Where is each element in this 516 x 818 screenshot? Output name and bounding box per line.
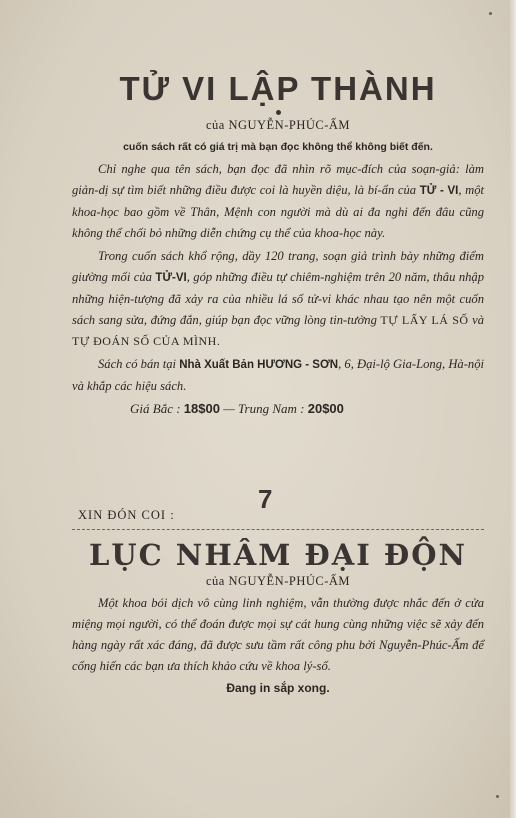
page-edge (510, 0, 516, 818)
emphasis: TỬ-VI (155, 272, 187, 284)
book1-section (72, 70, 484, 417)
publisher-name: Nhà Xuất Bản HƯƠNG - SƠN (179, 359, 339, 371)
book1-paragraph-2 (72, 246, 484, 352)
price-value: 18$00 (183, 401, 220, 416)
price-value: 20$00 (307, 401, 344, 416)
book1-tagline: cuốn sách rất có giá trị mà bạn đọc không thể không biết đến. (123, 141, 433, 153)
emphasis: TỰ ĐOÁN SỐ CỦA MÌNH. (72, 334, 221, 348)
emphasis: TỰ LẤY LÁ SỐ (380, 313, 469, 327)
book1-price (72, 401, 484, 417)
paper-speck (489, 12, 492, 15)
book2-status: Đang in sắp xong. (226, 681, 330, 695)
text: Trong cuốn sách khổ rộng, dầy 120 trang, soạn giả trình bày những điểm giường mối của (72, 249, 484, 284)
book1-title: TỬ VI LẬP THÀNH (119, 70, 437, 107)
book2-title: LỤC NHÂM ĐẠI ĐỘN (88, 538, 468, 572)
price-label: Giá Bắc : (130, 401, 184, 416)
book1-author: của NGUYỄN-PHÚC-ẤM (205, 118, 351, 132)
book1-paragraph-1 (72, 159, 484, 244)
price-separator: — (219, 401, 239, 416)
book2-intro: XIN ĐÓN COI : (78, 508, 175, 522)
divider-mark: 7 (258, 484, 273, 514)
text: Chỉ nghe qua tên sách, bạn đọc đã nhìn rõ mục-đích của soạn-giả: làm giản-dị sự tìm biết những điều được coi là huyền diệu, là bí-ẩn của (72, 162, 484, 197)
book1-paragraph-3 (72, 354, 484, 397)
price-label: Trung Nam : (238, 401, 308, 416)
book2-author: của NGUYỄN-PHÚC-ẤM (205, 574, 351, 588)
text: , góp những điều tự chiêm-nghiệm trên 20 năm, thâu nhập những hiện-tượng đã xảy ra của nhiều lá số tử-vi khác nhau tạo nên một cuốn sách sang sửa, đứng đắn, giúp bạn đọc vững lòng tin-tưởng (72, 270, 485, 327)
text: , một khoa-học bao gồm về Thân, Mệnh con người mà dù ai đa nghi đến đâu cũng không thể chối bỏ những diễn chứng cụ thể của khoa-học này. (72, 183, 484, 240)
section-divider (72, 529, 484, 531)
emphasis: TỬ - VI (419, 185, 459, 197)
text: Sách có bán tại (98, 357, 180, 371)
title-dot (276, 110, 281, 115)
book2-paragraph: Một khoa bói dịch vô cùng linh nghiệm, vẫn thường được nhắc đến ở cửa miệng mọi người, có thể đoán được mọi sự cát hung cùng những việc sẽ xảy đến hàng ngày rất xác đáng, đã được sưu tầm rất công phu bởi Nguyễn-Phúc-Ấm để cống hiến các bạn ưa thích khảo cứu về khoa lý-số. (72, 596, 484, 673)
text: , 6, Đại-lộ Gia-Long, Hà-nội và khắp các hiệu sách. (72, 357, 484, 393)
text: và (468, 313, 484, 327)
book2-section (72, 538, 484, 695)
paper-speck (496, 795, 499, 798)
